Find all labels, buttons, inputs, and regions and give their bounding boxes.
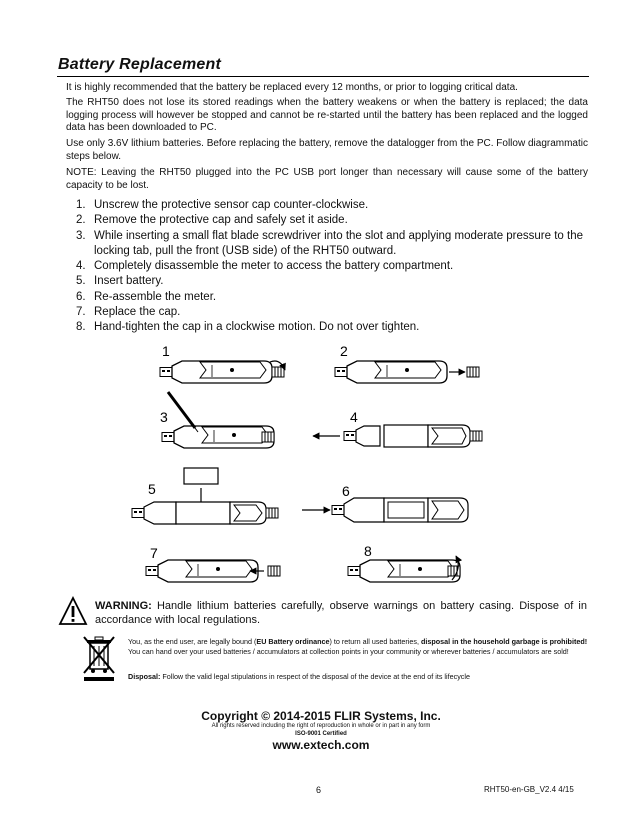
figure-step-4	[313, 409, 482, 447]
step-text: Remove the protective cap and safely set it aside.	[94, 214, 348, 227]
figure-step-1	[160, 343, 285, 383]
step-number: 5.	[76, 275, 86, 288]
step-text: Replace the cap.	[94, 306, 181, 319]
figure-label: 6	[342, 483, 350, 499]
rights-line: All rights reserved including the right of reproduction in whole or in part in any form	[211, 723, 431, 729]
step-number: 3.	[76, 229, 86, 242]
warning-label: WARNING:	[95, 600, 152, 612]
paragraph-battery-type: Use only 3.6V lithium batteries. Before replacing the battery, remove the datalogger from the PC. Follow diagrammatic steps below.	[66, 138, 588, 162]
document-id: RHT50-en-GB_V2.4 4/15	[484, 785, 574, 794]
figure-label: 4	[350, 409, 358, 425]
step-number: 8.	[76, 321, 86, 334]
figure-step-7	[146, 545, 280, 582]
crossed-out-bin-icon	[80, 633, 118, 685]
step-number: 1.	[76, 199, 86, 211]
step-text: Unscrew the protective sensor cap counter-clockwise.	[94, 199, 369, 211]
step-text: Insert battery.	[94, 275, 164, 288]
step-text: While inserting a small flat blade screwdriver into the slot and applying moderate pressure to the locking tab, pull the front (USB side) of the RHT50 outward.	[94, 229, 583, 257]
step-number: 4.	[76, 260, 86, 273]
figure-step-3	[160, 392, 274, 448]
section-heading: Battery Replacement	[58, 56, 221, 73]
figure-label: 8	[364, 543, 372, 559]
paragraph-stored-readings: The RHT50 does not lose its stored readings when the battery weakens or when the battery is replaced; the data logging process will however be stopped and cannot be re-started until the battery has been replaced and the logged data has been downloaded to PC.	[66, 97, 588, 133]
step-number: 7.	[76, 306, 86, 319]
warning-body: Handle lithium batteries carefully, observe warnings on battery casing. Dispose of in accordance with local regulations.	[95, 600, 587, 626]
figure-step-5	[132, 468, 278, 524]
page-number: 6	[316, 785, 322, 795]
disposal-text	[128, 672, 588, 682]
disposal-label: Disposal:	[128, 672, 161, 681]
figure-step-6	[302, 483, 468, 522]
warning-triangle-icon	[58, 596, 88, 626]
paragraph-recommendation: It is highly recommended that the battery be replaced every 12 months, or prior to logging critical data.	[66, 82, 518, 93]
figure-label: 2	[340, 343, 348, 359]
step-text: Hand-tighten the cap in a clockwise motion. Do not over tighten.	[94, 321, 420, 334]
figure-label: 3	[160, 409, 168, 425]
step-text: Re-assemble the meter.	[94, 290, 217, 303]
step-text: Completely disassemble the meter to access the battery compartment.	[94, 260, 454, 273]
figure-step-2	[335, 343, 479, 383]
figure-label: 1	[162, 343, 170, 359]
iso-certified-line: ISO-9001 Certified	[295, 731, 347, 737]
battery-ordinance-text: You, as the end user, are legally bound (EU Battery ordinance) to return all used batteries, disposal in the household garbage is prohibited! You can hand over your used batteries / accumulators at collection points in your community or wherever batteries / accumulators are sold!	[128, 637, 588, 656]
paragraph-note: NOTE: Leaving the RHT50 plugged into the PC USB port longer than necessary will cause some of the battery capacity to be lost.	[66, 167, 588, 191]
disposal-body: Follow the valid legal stipulations in respect of the disposal of the device at the end of its lifecycle	[160, 672, 470, 681]
website-link[interactable]: www.extech.com	[272, 738, 370, 752]
figure-label: 7	[150, 545, 158, 561]
copyright-line: Copyright © 2014-2015 FLIR Systems, Inc.	[201, 709, 441, 723]
step-number: 6.	[76, 290, 86, 303]
figure-step-8	[348, 543, 460, 582]
warning-text	[95, 600, 587, 627]
step-number: 2.	[76, 214, 86, 227]
figure-label: 5	[148, 481, 156, 497]
